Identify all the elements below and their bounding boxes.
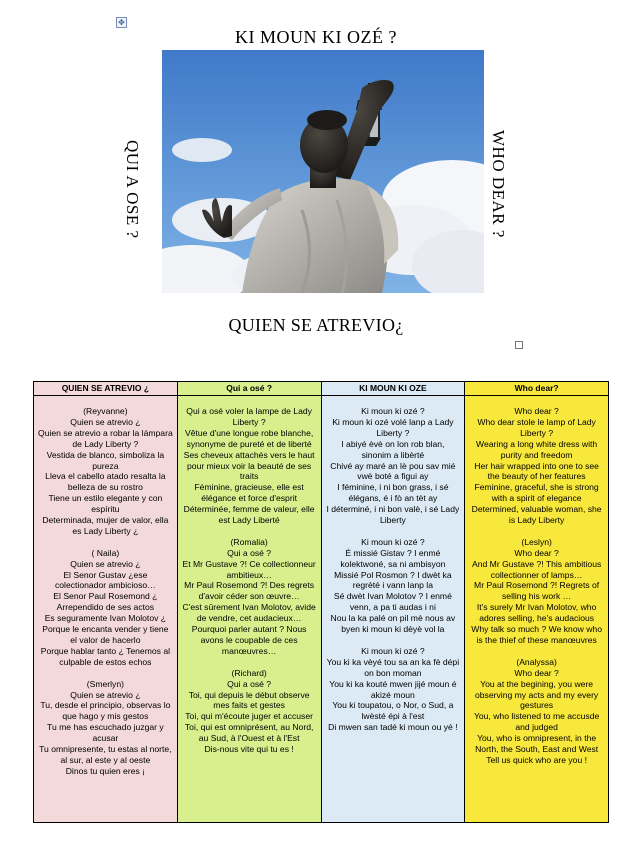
side-label-right: WHO DEAR ? — [489, 130, 508, 238]
column-french — [178, 382, 322, 822]
stanza-3: (Smerlyn) Quien se atrevio ¿ Tu, desde el principio, observas lo que hago y mis gestos Tu me has escuchado juzgar y acusar Tu omnipresente, tu estas al norte, al sur, al este y al oeste Dinos tu quien eres ¡ — [39, 678, 172, 776]
resize-handle[interactable] — [515, 341, 523, 349]
column-body-french — [178, 396, 321, 822]
move-handle-icon[interactable]: ✥ — [116, 17, 127, 28]
column-header-french: Qui a osé ? — [178, 382, 321, 396]
column-body-creole — [322, 396, 465, 822]
stanza-1: Ki moun ki ozé ? Ki moun ki ozé volé lanp a Lady Liberty ? I abiyé èvè on lon rob blan, sinonim a libèrté Chivé ay maré an lè pou sav mié vwè boté a figui ay I féminine, i ni bon grass, i sé élégans, é i fò an tèt ay I déterminé, i ni bon valè, i sé Lady Liberty — [326, 406, 460, 526]
stanza-2: (Romalia) Qui a osé ? Et Mr Gustave ?! Ce collectionneur ambitieux… Mr Paul Rosemond ?! Des regrets d'avoir céder son œuvre… C'est sûrement Ivan Molotov, avide de vendre, cet audacieux… Pourquoi parler autant ? Nous avons le coupable de ces manœuvres… — [182, 536, 316, 656]
column-spanish — [34, 382, 178, 822]
side-label-left: QUI A OSE ? — [123, 140, 142, 239]
stanza-2: (Leslyn) Who dear ? And Mr Gustave ?! This ambitious collectionner of lamps… Mr Paul Rosemond ?! Regrets of selling his work … It's surely Mr Ivan Molotov, who adores selling, he's audacious Why talk so much ? We know who is the thief of these manœuvres — [471, 536, 602, 646]
stanza-3: (Analyssa) Who dear ? You at the begining, you were observing my acts and my every gestures You, who listened to me accusde and judged You, who is omnipresent, in the North, the South, East and West Tell us quick who are you ! — [473, 656, 600, 765]
stanza-2: ( Naila) Quien se atrevio ¿ El Senor Gustav ¿ese colectionador ambicioso… El Senor Paul Rosemond ¿ Arrependido de ses actos Es seguramente Ivan Molotov ¿ Porque le encanta vender y tiene el valor de hacerlo Porque hablar tanto ¿ Tenemos al culpable de estos echos — [40, 547, 171, 667]
statue-photo — [162, 50, 484, 293]
column-body-spanish — [34, 396, 177, 822]
column-creole — [322, 382, 466, 822]
stanza-2: Ki moun ki ozé ? É missié Gistav ? I enmé kolektwoné, sa ni ambisyon Missié Pol Rosmon ? I dwèt ka regrèté i vann lanp la Sé dwèt Ivan Molotov ? I enmé venn, a pa ti audas i ni Nou la ka palé on pil mè nous av byen ki moun ki dèyè vol la — [330, 536, 456, 635]
statue-image — [162, 50, 484, 293]
column-english — [465, 382, 608, 822]
column-header-creole: KI MOUN KI OZE — [322, 382, 465, 396]
stanza-1: (Reyvanne) Quien se atrevio ¿ Quien se atrevio a robar la lámpara de Lady Liberty ? Vestida de blanco, simboliza la pureza Lleva el cabello atado resalta la belleza de su rostro Tiene un estilo elegante y con espíritu Determinada, mujer de valor, ella es Lady Liberty ¿ — [38, 406, 173, 536]
column-header-spanish: QUIEN SE ATREVIO ¿ — [34, 382, 177, 396]
stanza-3: (Richard) Qui a osé ? Toi, qui depuis le début observe mes faits et gestes Toi, qui m'écoute juger et accuser Toi, qui est omniprésent, au Nord, au Sud, à l'Ouest et à l'Est Dis-nous vite qui tu es ! — [184, 667, 314, 755]
column-header-english: Who dear? — [465, 382, 608, 396]
column-body-english — [465, 396, 608, 822]
poem-table — [33, 381, 609, 823]
stanza-1: Who dear ? Who dear stole le lamp of Lady Liberty ? Wearing a long white dress with purity and freedom Her hair wrapped into one to see the beauty of her features Feminine, graceful, she is strong with a spirit of elegance Determined, valuable woman, she is Lady Liberty — [471, 406, 602, 526]
page-subtitle: QUIEN SE ATREVIO¿ — [228, 315, 404, 335]
stanza-3: Ki moun ki ozé ? You ki ka vèyé tou sa an ka fè dépi on bon moman You ki ka kouté mwen jijé moun é akizé moun You ki toupatou, o Nor, o Sud, a lwèsté épi à l'est Di mwen san tadé ki moun ou yé ! — [326, 645, 460, 733]
stanza-1: Qui a osé voler la lampe de Lady Liberty ? Vêtue d'une longue robe blanche, synonyme de pureté et de liberté Ses cheveux attachés vers le haut pour mieux voir la beauté de ses traits Féminine, gracieuse, elle est élégance et force d'esprit Déterminée, femme de valeur, elle est Lady Liberté — [183, 406, 315, 526]
page-title: KI MOUN KI OZÉ ? — [235, 27, 397, 47]
